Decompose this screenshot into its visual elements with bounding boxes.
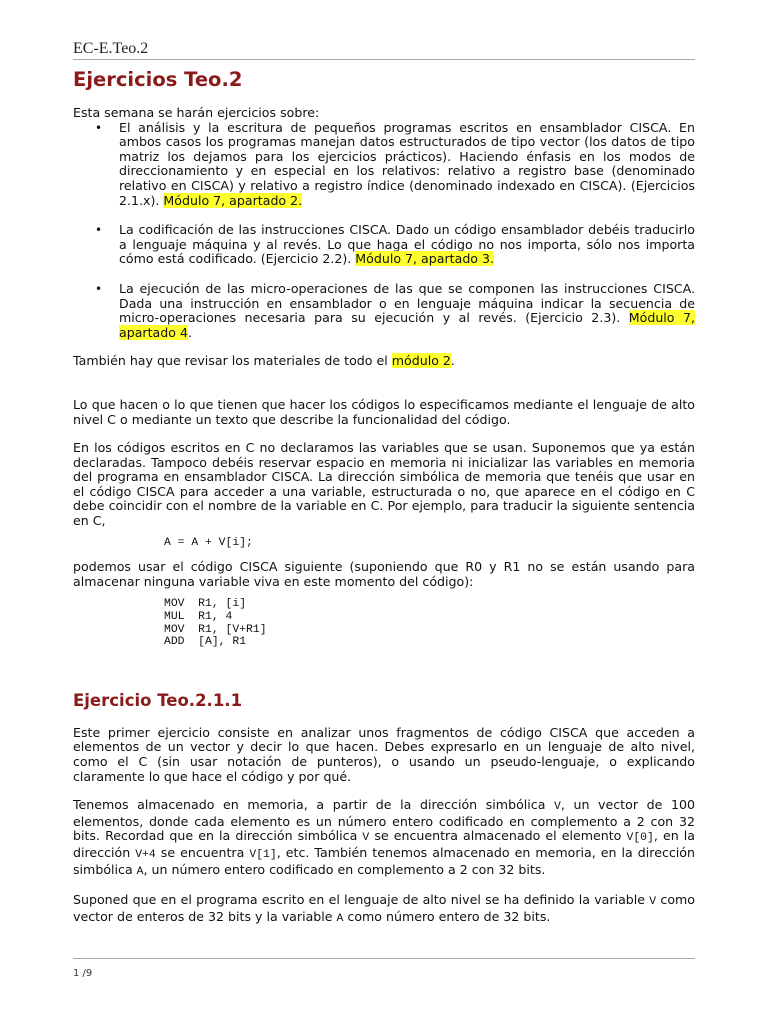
code-inline: A — [136, 865, 144, 878]
highlight: Módulo 7, apartado 3. — [355, 251, 495, 267]
code-inline: V — [362, 832, 370, 845]
highlight: Módulo 7, apartado 4 — [119, 310, 695, 340]
bullet-icon: • — [95, 281, 103, 296]
code-inline: V+4 — [135, 848, 156, 861]
page-header: EC-E.Teo.2 — [73, 40, 149, 57]
code-inline: V — [649, 896, 657, 909]
bullet-icon: • — [95, 120, 103, 135]
modulo2-paragraph: También hay que revisar los materiales de todo el módulo 2. — [73, 353, 455, 369]
c-code-block: A = A + V[i]; — [164, 536, 253, 549]
document-body — [73, 66, 695, 926]
vector-paragraph: Tenemos almacenado en memoria, a partir de la dirección simbólica V, un vector de 100 elementos, donde cada elemento es un número entero codificado en complemento a 2 con 32 bits. Recordad que en la dirección simbólica V se encuentra almacenado el elemento V[0], en la dirección V+4 se encuentra V[1], etc. También tenemos almacenado en memoria, en la dirección simbólica A, un número entero codificado en complemento a 2 con 32 bits. — [73, 797, 695, 878]
definition-paragraph: Suponed que en el programa escrito en el lenguaje de alto nivel se ha definido la variable V como vector de enteros de 32 bits y la variable A como número entero de 32 bits. — [73, 892, 695, 925]
exercise-paragraph: Este primer ejercicio consiste en analizar unos fragmentos de código CISCA que acceden a elementos de un vector y decir lo que hacen. Debes expresarlo en un lenguaje de alto nivel, como el C (sin usar notación de punteros), o usando un pseudo-lenguaje, o explicando claramente lo que hace el código y por qué. — [73, 724, 695, 784]
cisca-intro-paragraph: podemos usar el código CISCA siguiente (suponiendo que R0 y R1 no se están usando para almacenar ninguna variable viva en este momento del código): — [73, 559, 695, 589]
highlight: Módulo 7, apartado 2. — [163, 192, 303, 208]
c-variables-paragraph: En los códigos escritos en C no declaramos las variables que se usan. Suponemos que ya están declaradas. Tampoco debéis reservar espacio en memoria ni inicializar las variables en memoria del programa en ensamblador CISCA. La dirección simbólica de memoria que tenéis que usar en el código CISCA para acceder a una variable, estructurada o no, que aparece en el código en C debe coincidir con el nombre de la variable en C. Por ejemplo, para traducir la siguiente sentencia en C, — [73, 440, 695, 529]
code-inline: A — [336, 912, 344, 925]
highlevel-paragraph: Lo que hacen o lo que tienen que hacer los códigos lo especificamos mediante el lenguaje de alto nivel C o mediante un texto que describe la funcionalidad del código. — [73, 396, 695, 427]
topics-list — [73, 121, 695, 341]
section-title: Ejercicio Teo.2.1.1 — [73, 690, 243, 710]
footer-rule — [73, 958, 695, 959]
list-item: • La codificación de las instrucciones CISCA. Dado un código ensamblador debéis traducirlo a lenguaje máquina y al revés. Lo que haga el código no nos importa, sólo nos importa cómo está codificado. (Ejercicio 2.2). Módulo 7, apartado 3. — [95, 222, 695, 267]
list-item: • La ejecución de las micro-operaciones de las que se componen las instrucciones CISCA. Dada una instrucción en ensamblador o en lenguaje máquina indicar la secuencia de micro-operaciones necesaria para su ejecución y al revés. (Ejercicio 2.3). Módulo 7, apartado 4. — [95, 280, 695, 340]
intro-paragraph: Esta semana se harán ejercicios sobre: — [73, 105, 320, 120]
code-inline: V[0] — [626, 832, 654, 845]
page-number: 1 /9 — [73, 968, 93, 979]
header-rule — [73, 59, 695, 60]
bullet-icon: • — [95, 223, 103, 238]
page-title: Ejercicios Teo.2 — [73, 68, 243, 91]
code-inline: V — [554, 801, 561, 814]
cisca-code-block: MOV R1, [i] MUL R1, 4 MOV R1, [V+R1] ADD [A], R1 — [164, 598, 267, 649]
code-inline: V[1] — [249, 848, 277, 861]
highlight: módulo 2 — [391, 353, 451, 369]
list-item: • El análisis y la escritura de pequeños programas escritos en ensamblador CISCA. En ambos casos los programas manejan datos estructurados de tipo vector (los datos de tipo matriz los dejamos para los ejercicios prácticos). Haciendo énfasis en los modos de direccionamiento y en especial en los relativos: relativo a registro base (denominado relativo en CISCA) y relativo a registro índice (denominado indexado en CISCA). (Ejercicios 2.1.x). Módulo 7, apartado 2. — [95, 119, 695, 208]
